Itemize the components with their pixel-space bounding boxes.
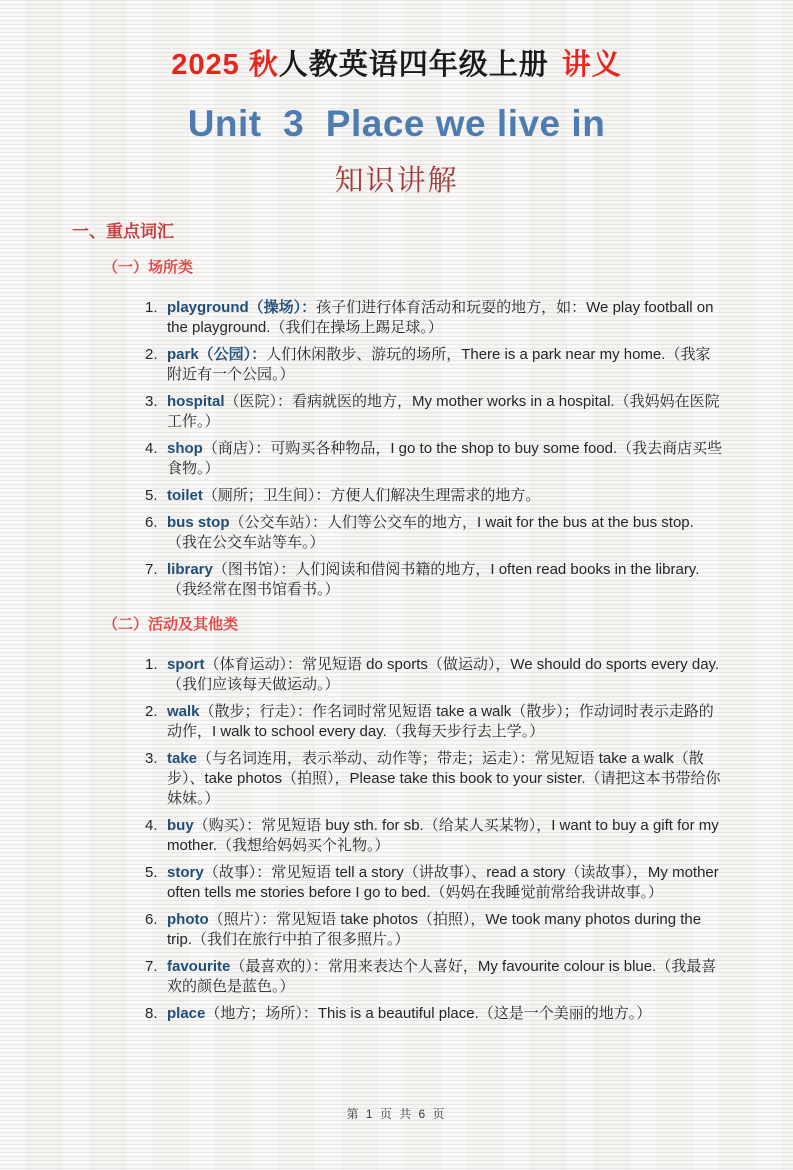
item-number: 1. [145, 299, 158, 316]
page-footer: 第 1 页 共 6 页 [346, 1107, 447, 1121]
item-keyword: hospital [167, 393, 225, 410]
item-definition: 孩子们进行体育活动和玩耍的地方，如：We play football on the playground.（我们在操场上踢足球。） [167, 299, 714, 336]
item-number: 8. [145, 1005, 158, 1022]
list-item [145, 749, 723, 809]
item-keyword: walk [167, 703, 200, 720]
item-keyword: bus stop [167, 514, 230, 531]
item-text [167, 560, 723, 600]
item-keyword: park（公园）： [167, 346, 267, 363]
item-definition: （医院）：看病就医的地方，My mother works in a hospital.（我妈妈在医院工作。） [167, 393, 720, 430]
list-item [145, 702, 723, 742]
list-item [145, 486, 723, 506]
item-keyword: place [167, 1005, 206, 1022]
list-item [145, 655, 723, 695]
vocab-list-activities [145, 655, 723, 1024]
item-text [167, 298, 723, 338]
item-definition: （图书馆）：人们阅读和借阅书籍的地方，I often read books in the library.（我经常在图书馆看书。） [167, 561, 700, 598]
item-keyword: shop [167, 440, 203, 457]
list-item [145, 345, 723, 385]
item-number: 4. [145, 817, 158, 834]
item-keyword: playground（操场）： [167, 299, 317, 316]
item-definition: （照片）：常见短语 take photos（拍照），We took many photos during the trip.（我们在旅行中拍了很多照片。） [167, 911, 702, 948]
item-number: 2. [145, 346, 158, 363]
subsection-heading-activities: （二）活动及其他类 [103, 616, 239, 633]
item-text [167, 957, 723, 997]
list-item [145, 513, 723, 553]
list-item [145, 816, 723, 856]
item-text [167, 655, 723, 695]
item-keyword: take [167, 750, 198, 767]
item-number: 3. [145, 750, 158, 767]
item-text [167, 1004, 723, 1024]
item-number: 1. [145, 656, 158, 673]
list-item [145, 560, 723, 600]
item-text [167, 486, 723, 506]
item-definition: （商店）：可购买各种物品，I go to the shop to buy some food.（我去商店买些食物。） [167, 440, 723, 477]
item-number: 6. [145, 514, 158, 531]
page-title-suffix: 讲义 [561, 49, 622, 81]
subsection-heading-places: （一）场所类 [103, 259, 194, 276]
item-text [167, 439, 723, 479]
vocab-list-places [145, 298, 723, 600]
item-number: 5. [145, 487, 158, 504]
list-item [145, 1004, 723, 1024]
page-title-main: 人教英语四年级上册 [278, 49, 549, 81]
item-number: 7. [145, 958, 158, 975]
item-number: 5. [145, 864, 158, 881]
item-keyword: story [167, 864, 204, 881]
list-item [145, 439, 723, 479]
item-text [167, 513, 723, 553]
item-keyword: buy [167, 817, 194, 834]
item-keyword: library [167, 561, 213, 578]
list-item [145, 392, 723, 432]
item-definition: （厕所；卫生间）：方便人们解决生理需求的地方。 [202, 487, 541, 504]
item-text [167, 910, 723, 950]
page-title-year: 2025 秋 [171, 49, 279, 81]
item-definition: （地方；场所）：This is a beautiful place.（这是一个美丽的地方。） [205, 1005, 652, 1022]
item-keyword: favourite [167, 958, 231, 975]
item-text [167, 816, 723, 856]
item-definition: （购买）：常见短语 buy sth. for sb.（给某人买某物），I want to buy a gift for my mother.（我想给妈妈买个礼物。） [167, 817, 719, 854]
list-item [145, 863, 723, 903]
item-number: 4. [145, 440, 158, 457]
list-item [145, 910, 723, 950]
item-definition: 人们休闲散步、游玩的场所，There is a park near my home.（我家附近有一个公园。） [167, 346, 711, 383]
section-heading-vocabulary: 一、重点词汇 [72, 222, 174, 241]
item-text [167, 863, 723, 903]
item-definition: （散步；行走）：作名词时常见短语 take a walk（散步）；作动词时表示走路的动作，I walk to school every day.（我每天步行去上学。） [167, 703, 714, 740]
item-keyword: photo [167, 911, 209, 928]
item-text [167, 345, 723, 385]
item-definition: （故事）：常见短语 tell a story（讲故事）、read a story（读故事），My mother often tells me stories before I go to bed.（妈妈在我睡觉前常给我讲故事。） [167, 864, 719, 901]
item-number: 6. [145, 911, 158, 928]
unit-title: Unit 3 Place we live in [187, 103, 606, 144]
item-text [167, 749, 723, 809]
item-number: 3. [145, 393, 158, 410]
item-definition: （体育运动）：常见短语 do sports（做运动），We should do sports every day.（我们应该每天做运动。） [167, 656, 720, 693]
list-item [145, 957, 723, 997]
list-item [145, 298, 723, 338]
item-text [167, 392, 723, 432]
item-definition: （最喜欢的）：常用来表达个人喜好，My favourite colour is blue.（我最喜欢的颜色是蓝色。） [167, 958, 717, 995]
item-definition: （公交车站）：人们等公交车的地方，I wait for the bus at the bus stop.（我在公交车站等车。） [167, 514, 694, 551]
item-number: 2. [145, 703, 158, 720]
page-title [0, 48, 793, 82]
subtitle: 知识讲解 [334, 163, 459, 197]
item-keyword: sport [167, 656, 205, 673]
item-number: 7. [145, 561, 158, 578]
item-keyword: toilet [167, 487, 203, 504]
item-definition: （与名词连用，表示举动、动作等；带走；运走）：常见短语 take a walk（散步）、take photos（拍照），Please take this book to your sister.（请把这本书带给你妹妹。） [167, 750, 721, 807]
item-text [167, 702, 723, 742]
